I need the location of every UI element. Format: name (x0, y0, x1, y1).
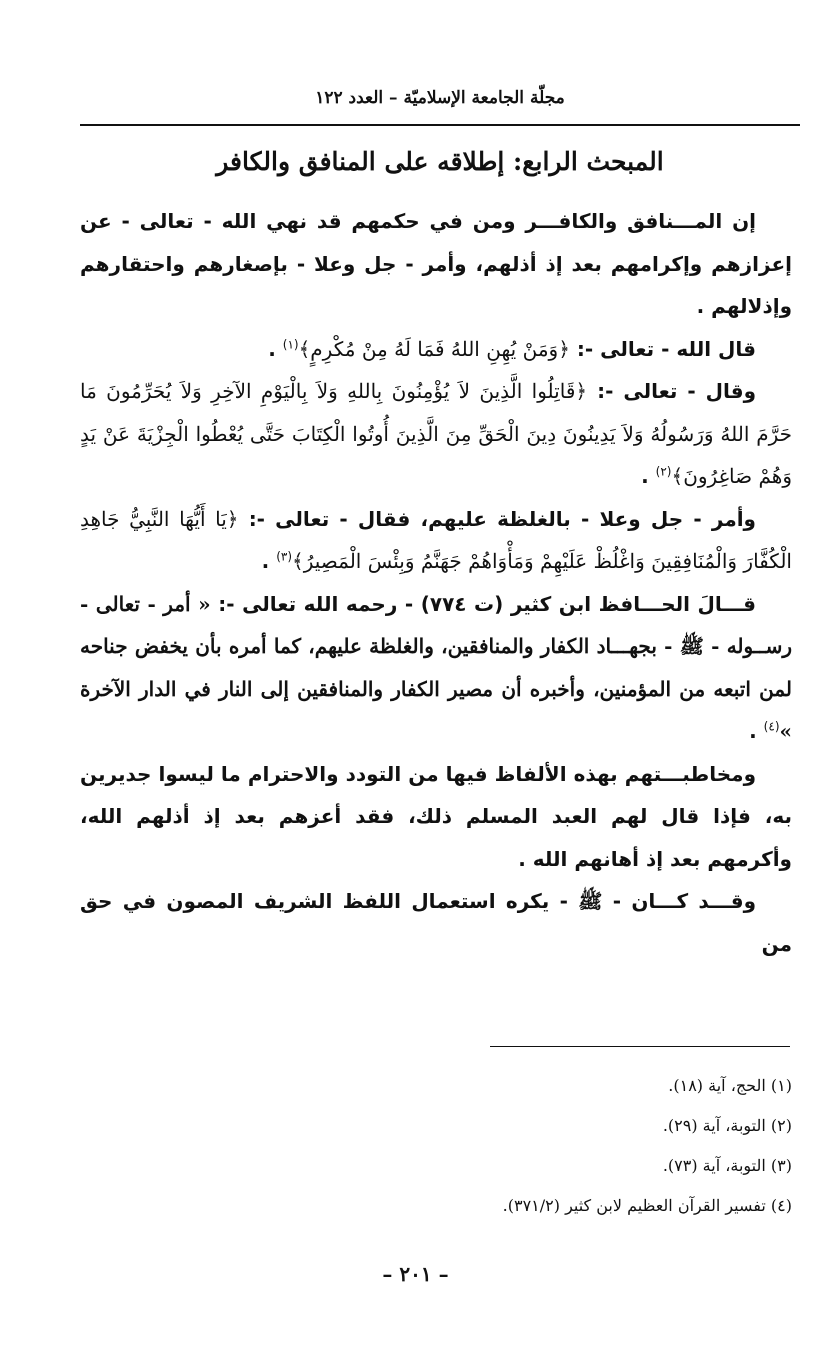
body-text (80, 200, 792, 965)
footnote-ref-4: (٤) (763, 719, 780, 734)
footnote-ref-2: (٢) (655, 464, 672, 479)
footnote-rule (490, 1046, 790, 1047)
paragraph-2-intro: قال الله - تعالى -: (576, 336, 756, 361)
footnote-2: (٢) التوبة، آية (٢٩). (662, 1116, 792, 1135)
paragraph-3-end: . (641, 464, 656, 488)
quran-verse-1: ﴿وَمَنْ يُهِنِ اللهُ فَمَا لَهُ مِنْ مُكْرِمٍ﴾ (298, 336, 570, 361)
page-number: – ٢٠١ – (382, 1262, 449, 1286)
paragraph-2-end: . (268, 336, 283, 361)
header-rule (80, 124, 800, 126)
paragraph-2 (80, 328, 792, 371)
footnote-4: (٤) تفسير القرآن العظيم لابن كثير (٣٧١/٢). (502, 1196, 792, 1215)
quran-verse-2: ﴿قَاتِلُوا الَّذِينَ لاَ يُؤْمِنُونَ بِاللهِ وَلاَ بِالْيَوْمِ الآخِرِ وَلاَ يُحَرِّمُونَ مَا حَرَّمَ اللهُ وَرَسُولُهُ وَلاَ يَدِينُونَ دِينَ الْحَقِّ مِنَ الَّذِينَ أُوتُوا الْكِتَابَ حَتَّى يُعْطُوا الْجِزْيَةَ عَنْ يَدٍ وَهُمْ صَاغِرُونَ﴾ (80, 379, 792, 488)
paragraph-4-end: . (261, 549, 277, 573)
paragraph-7 (80, 880, 792, 965)
paragraph-3 (80, 370, 792, 498)
section-title: المبحث الرابع: إطلاقه على المنافق والكافر (216, 147, 664, 176)
paragraph-6-text: ومخاطبـــتهم بهذه الألفاظ فيها من التودد والاحترام ما ليسوا جديرين به، فإذا قال لهم العبد المسلم ذلك، فقد أعزهم بعد إذ أذلهم الله، وأكرمهم بعد إذ أهانهم الله . (80, 761, 792, 871)
paragraph-4-intro: وأمر - جل وعلا - بالغلظة عليهم، فقال - تعالى -: (248, 506, 756, 531)
paragraph-1 (80, 200, 792, 328)
footnote-ref-1: (١) (282, 336, 299, 351)
running-header: مجلّة الجامعة الإسلاميّة – العدد ١٢٢ (315, 88, 565, 108)
footnote-ref-3: (٣) (276, 549, 293, 564)
paragraph-5 (80, 583, 792, 753)
quran-verse-3: ﴿يَا أَيُّهَا النَّبِيُّ جَاهِدِ الْكُفَّارَ وَالْمُنَافِقِينَ وَاغْلُظْ عَلَيْهِمْ وَمَأْوَاهُمْ جَهَنَّمُ وَبِئْسَ الْمَصِيرُ﴾ (80, 506, 792, 573)
paragraph-3-intro: وقال - تعالى -: (597, 379, 757, 403)
paragraph-7-text: وقـــد كـــان - ﷺ - يكره استعمال اللفظ الشريف المصون في حق من (80, 889, 792, 956)
paragraph-4 (80, 498, 792, 583)
footnote-1: (١) الحج، آية (١٨). (668, 1076, 792, 1095)
paragraph-5-end: . (749, 719, 764, 743)
footnote-3: (٣) التوبة، آية (٧٣). (662, 1156, 792, 1175)
paragraph-5-intro: قـــالَ الحـــافظ ابن كثير (ت ٧٧٤) - رحمه الله تعالى -: (218, 591, 757, 616)
paragraph-6 (80, 753, 792, 881)
paragraph-1-text: إن المـــنافق والكافـــر ومن في حكمهم قد نهي الله - تعالى - عن إعزازهم وإكرامهم بعد إذ أذلهم، وأمر - جل وعلا - بإصغارهم واحتقارهم وإذلالهم . (80, 209, 792, 318)
ibn-kathir-quote: « أمر - تعالى - رســوله - ﷺ - بجهـــاد الكفار والمنافقين، والغلظة عليهم، كما أمره بأن يخفض جناحه لمن اتبعه من المؤمنين، وأخبره أن مصير الكفار والمنافقين إلى النار في الدار الآخرة » (80, 591, 792, 743)
footnotes (80, 1066, 792, 1226)
